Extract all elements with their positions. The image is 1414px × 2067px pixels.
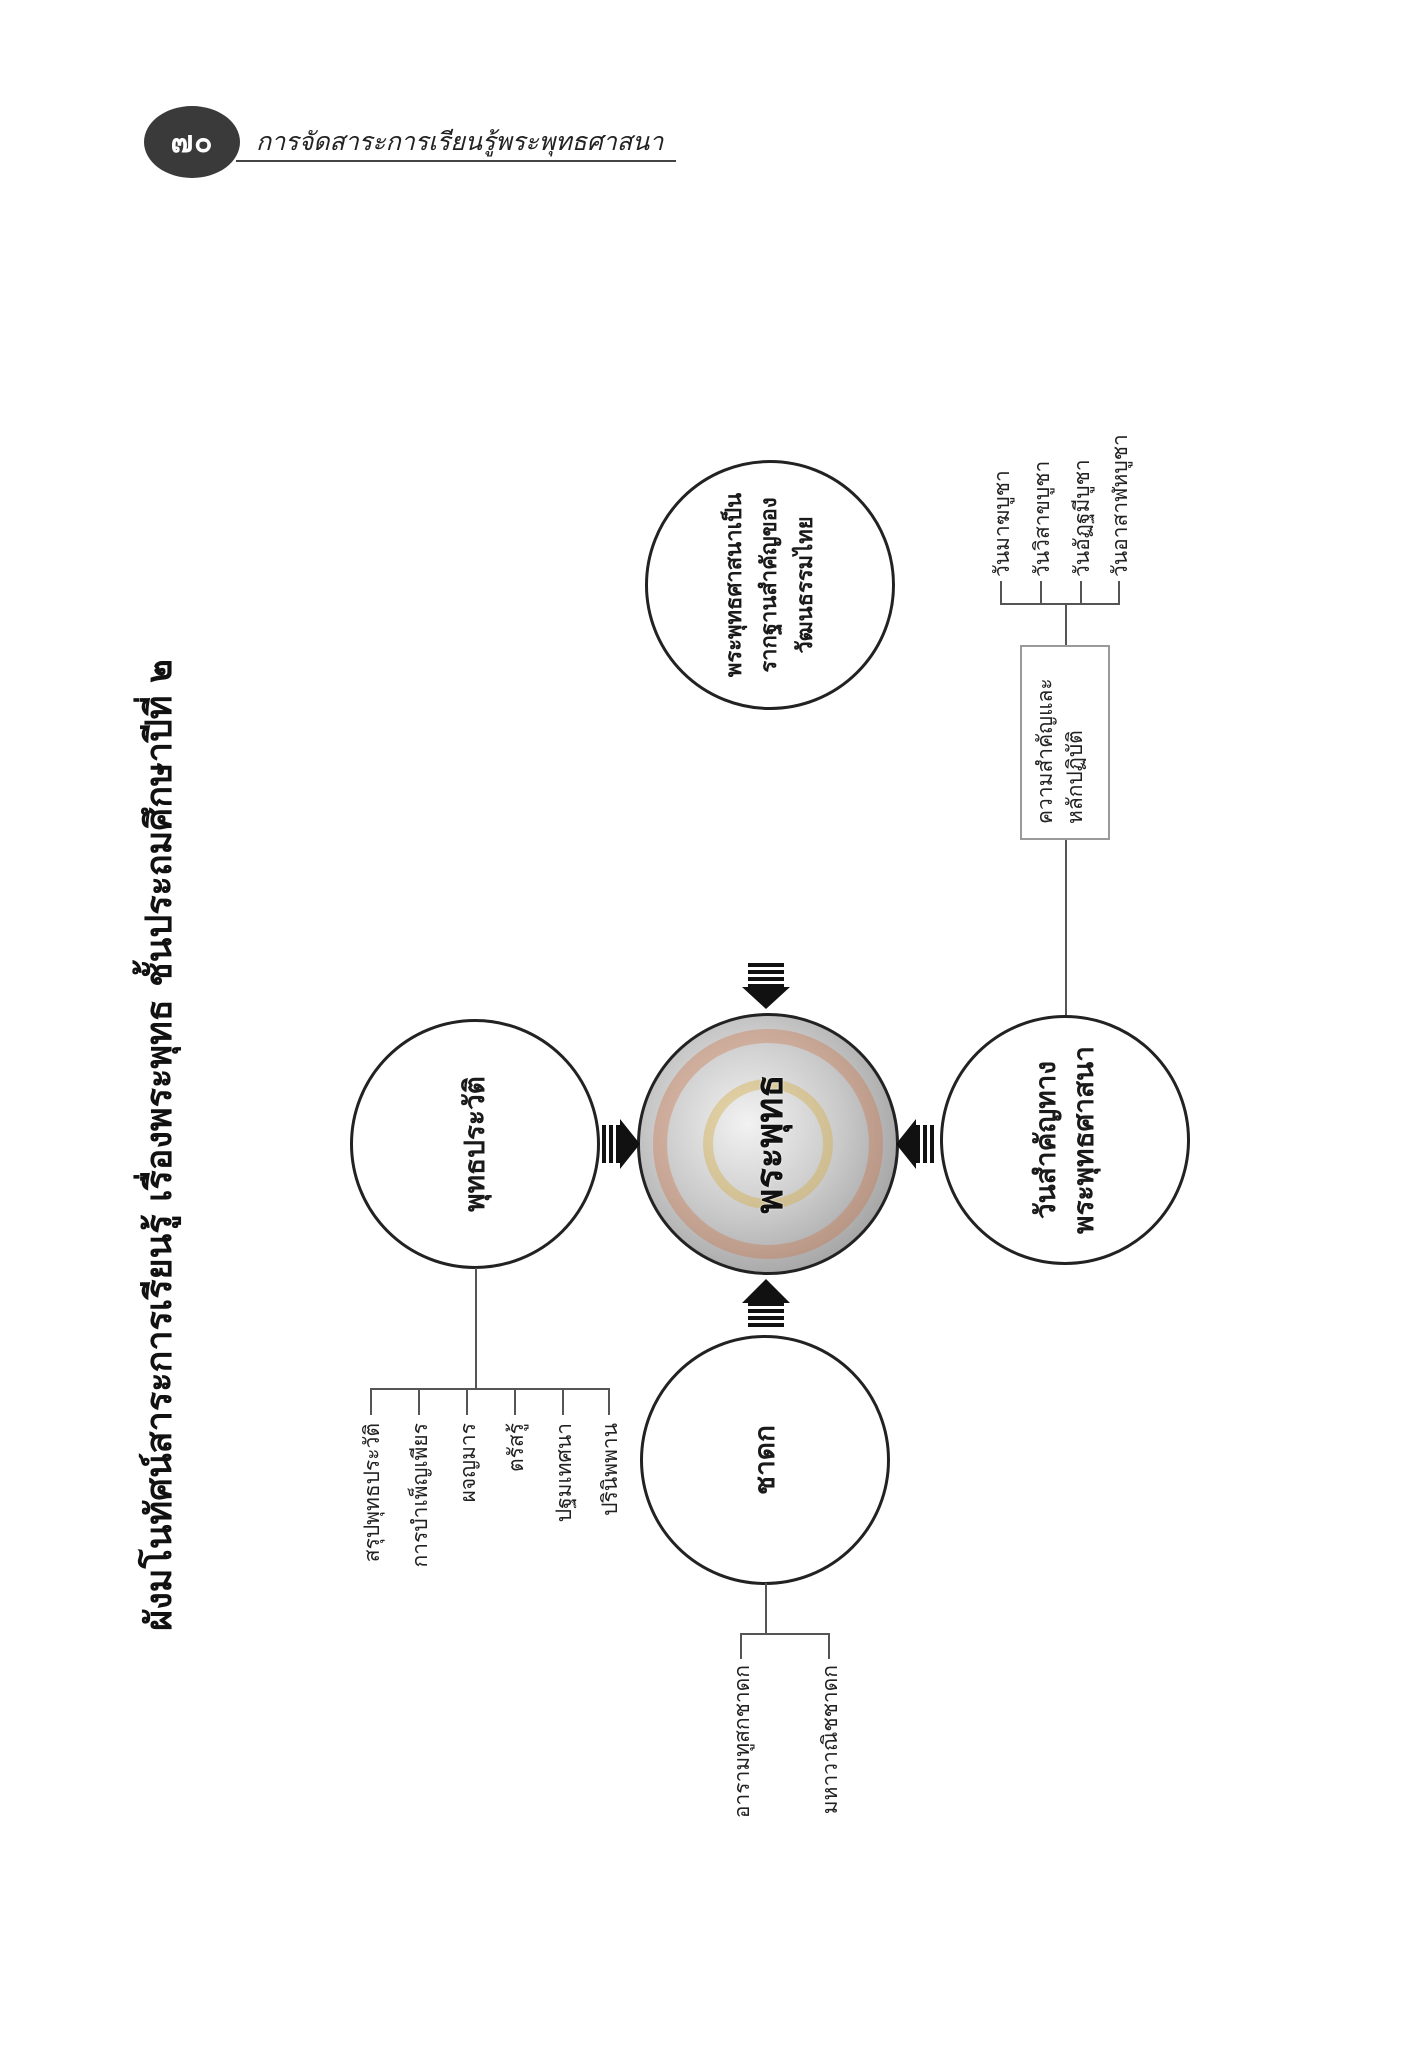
page-number-badge xyxy=(144,106,240,178)
biography-sub-2: การบำเพ็ญเพียร xyxy=(408,1423,432,1568)
arrows-layer xyxy=(100,575,1130,1715)
holy-days-sub-2: วันวิสาขบูชา xyxy=(1030,460,1054,577)
holy-days-sub-3: วันอัฏฐมีบูชา xyxy=(1070,459,1094,577)
page-number: ๗๐ xyxy=(170,124,214,160)
jataka-sub-2: มหาวาณิชชาดก xyxy=(818,1665,842,1815)
biography-sub-4: ตรัสรู้ xyxy=(504,1423,528,1473)
biography-sub-3: ผจญมาร xyxy=(456,1423,480,1503)
arrow-from-jataka xyxy=(742,1279,790,1327)
biography-sub-6: ปรินิพพาน xyxy=(598,1423,622,1516)
node-buddhism-thai-culture-label: พระพุทธศาสนาเป็นรากฐานสำคัญของวัฒนธรรมไทย xyxy=(721,492,818,678)
biography-sub-1: สรุปพุทธประวัติ xyxy=(360,1423,384,1563)
node-holy-days-label: วันสำคัญทางพระพุทธศาสนา xyxy=(1029,1046,1100,1234)
concept-map xyxy=(100,434,1132,1819)
biography-sub-5: ปฐมเทศนา xyxy=(552,1423,576,1523)
holy-days-box: ความสำคัญและหลักปฏิบัติ xyxy=(1020,645,1110,840)
arrow-from-holy-days xyxy=(896,1119,934,1169)
node-jataka-label: ชาดก xyxy=(748,1425,782,1495)
node-biography-label: พุทธประวัติ xyxy=(458,1076,492,1212)
diagram-title: ผังมโนทัศน์สาระการเรียนรู้ เรื่องพระพุทธ ชั้นประถมศึกษาปีที่ ๒ xyxy=(138,659,180,1631)
arrow-from-biography xyxy=(602,1119,640,1169)
book-title: การจัดสาระการเรียนรู้พระพุทธศาสนา xyxy=(256,127,664,156)
arrow-from-buddhism-thai-culture xyxy=(742,963,790,1009)
jataka-sub-1: อารามทูสกชาดก xyxy=(730,1665,754,1819)
center-node-label: พระพุทธ xyxy=(745,1074,791,1214)
holy-days-sub-4: วันอาสาฬหบูชา xyxy=(1108,434,1132,577)
holy-days-sub-1: วันมาฆบูชา xyxy=(990,470,1014,577)
